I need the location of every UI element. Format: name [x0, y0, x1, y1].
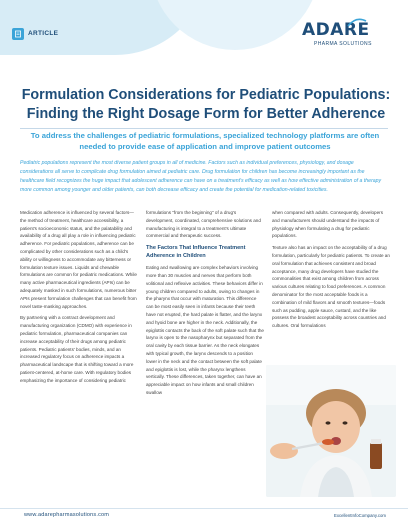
body-paragraph: formulations "from the beginning" of a drug's development, coordinated, comprehensive solutions and manufacturing is integral to a treatment's ultimate commercial and therapeutic success. [146, 210, 261, 239]
banner-shape-secondary [150, 0, 320, 50]
article-subtitle: To address the challenges of pediatric formulations, specialized technology platforms are often needed to provide ease of application and improve patient outcomes [30, 131, 380, 151]
body-column-1 [20, 209, 138, 389]
document-icon [12, 28, 24, 40]
header-banner [0, 0, 408, 62]
body-paragraph: By partnering with a contract development and manufacturing organization (CDMO) with experience in pediatric formulation, pharmaceutical companies can increase acceptability of their drugs among pediatric patients. Pediatric patients' bodies, minds, and an increased regulatory focus on adherence impacts a pharmaceutical landscape that is shifting toward a more patient-centered, at-home care. With regulatory bodies emphasizing the importance of considering pediatric [20, 315, 134, 383]
article-tag [12, 27, 58, 40]
body-paragraph: Eating and swallowing are complex behaviors involving more than 30 muscles and nerves that perform both volitional and reflexive activities. These behaviors differ in young children compared to adults, owing to changes in the pharynx that occur with maturation. This difference can be most easily seen in infants because their teeth have not erupted, the hard palate is flatter, and the larynx and hyoid bone are higher in the neck. Additionally, the epiglottis contacts the back of the soft palate such that the larynx is open to the nasopharynx but separated from the oral cavity by each tissue barrier. As the neck elongates with typical growth, the larynx descends to a position lower in the neck and the contact between the soft palate and epiglottis is lost, while the pharynx lengthens vertically. These differences, taken together, can have an appreciable impact on how infants and small children swallow [146, 265, 264, 395]
logo-wordmark: ADARE [302, 20, 370, 40]
body-paragraph: Medication adherence is influenced by several factors—the method of treatment, healthcare accessibility, a patient's socioeconomic status, and the palatability and availability of a drug all play a role in influencing pediatric adherence. For pediatric populations, adherence can be complicated by other considerations such as a child's ability or willingness to accommodate any bitterness or formulation texture issues. Liquids and chewable formulations are common for pediatric medications. While many active pharmaceutical ingredients (APIs) can be adequately masked in such formulations, numerous bitter APIs present formulation challenges that can benefit from novel taste-masking approaches. [20, 210, 137, 309]
adare-logo-swoosh [346, 18, 368, 28]
logo-subtitle: PHARMA SOLUTIONS [314, 41, 372, 47]
body-column-3 [272, 209, 390, 334]
title-divider [20, 128, 388, 129]
body-paragraph: Texture also has an impact on the acceptability of a drug formulation, particularly for pediatric patients. To create an oral formulation that achieves consistent and broad acceptance, many drug developers have studied the commonalities that exist among children from across various cultures relating to food preferences. A common denominator for the most acceptable foods is a combination of mild flavors and smooth textures—foods such as pudding, apple sauce, custard, and the like possess the broadest acceptability across countries and cultures. Oral formulations [272, 245, 390, 329]
adare-logo[interactable] [300, 20, 400, 48]
body-paragraph: when compared with adults. Consequently, developers and manufacturers should understand the impacts of physiology when formulating a drug for pediatric populations. [272, 210, 383, 239]
article-title: Formulation Considerations for Pediatric Populations: Finding the Right Dosage Form for Better Adherence [21, 87, 391, 122]
footer-credit: ExcellentInfoCompany.com [334, 513, 386, 518]
footer-website-link[interactable]: www.adarepharmasolutions.com [24, 512, 110, 518]
section-heading: The Factors That Influence Treatment Adherence in Children [146, 245, 246, 259]
article-intro: Pediatric populations represent the most diverse patient groups in all of medicine. Factors such as individual preferences, physiology, and dosage considerations all serve to complicate drug formulation aimed at pediatric care. Drug formulation for children has become increasingly important as the healthcare field recognizes the huge impact that adolescent adherence can have on a treatment's efficacy as well as how effective administration of a therapy more common among younger and older patients, can both decrease efficacy and create the potential for medication-related toxicities. [20, 160, 382, 193]
body-column-2 [146, 209, 264, 401]
article-tag-label: ARTICLE [28, 30, 59, 37]
footer-divider [0, 508, 408, 509]
child-with-spoon-photo [266, 365, 396, 497]
